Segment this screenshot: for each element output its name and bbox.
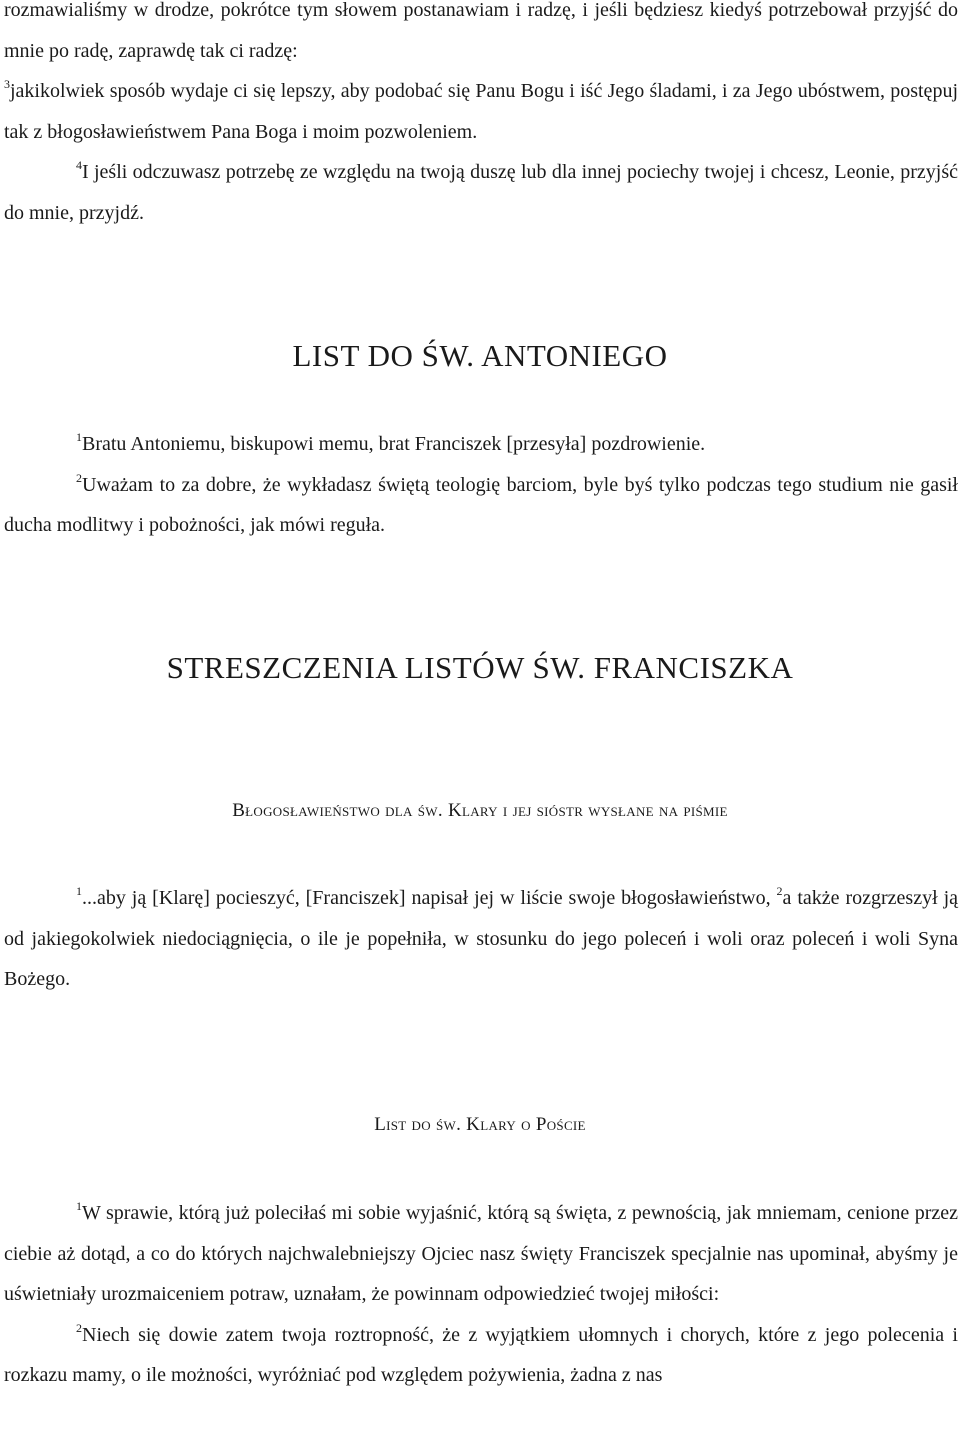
verse-number: 1: [76, 884, 82, 899]
section-title-streszczenia: STRESZCZENIA LISTÓW ŚW. FRANCISZKA: [166, 650, 794, 685]
paragraph-text: I jeśli odczuwasz potrzebę ze względu na twoją duszę lub dla innej pociechy twojej i chcesz, Leonie, przyjść do mnie, przyjdź.: [4, 161, 958, 224]
paragraph-verse-1: [4, 424, 958, 465]
paragraph-verse-4: [4, 152, 958, 233]
paragraph-verse-1: [4, 878, 958, 1000]
paragraph-verse-1: [4, 1193, 958, 1315]
paragraph-text: ...aby ją [Klarę] pocieszyć, [Franciszek] napisał jej w liście swoje błogosławieństwo,: [82, 887, 771, 909]
letter-continuation: [4, 0, 958, 233]
verse-number: 2: [776, 884, 783, 899]
paragraph-verse-2: [4, 1315, 958, 1396]
paragraph-text: Niech się dowie zatem twoja roztropność, że z wyjątkiem ułomnych i chorych, które z jego polecenia i rozkazu mamy, o ile możności, wyróżniać pod względem pożywienia, żadna z nas: [4, 1323, 958, 1386]
verse-number: 4: [76, 158, 82, 173]
verse-number: 2: [76, 1320, 82, 1335]
section-title-antoni: LIST DO ŚW. ANTONIEGO: [292, 338, 668, 373]
paragraph-verse-3: [4, 71, 958, 152]
verse-number: 2: [76, 470, 82, 485]
paragraph-text: jakikolwiek sposób wydaje ci się lepszy, aby podobać się Panu Bogu i iść Jego śladami, i za Jego ubóstwem, postępuj tak z błogosławieństwem Pana Boga i moim pozwoleniem.: [4, 80, 958, 143]
letter-fast: [4, 1193, 958, 1396]
paragraph-text: Bratu Antoniemu, biskupowi memu, brat Franciszek [przesyła] pozdrowienie.: [82, 433, 706, 455]
paragraph-verse-2: [4, 465, 958, 546]
paragraph-text: rozmawialiśmy w drodze, pokrótce tym słowem postanawiam i radzę, i jeśli będziesz kiedyś potrzebował przyjść do mnie po radę, zaprawdę tak ci radzę:: [4, 0, 958, 62]
letter-antoni: [4, 424, 958, 546]
letter-blessing: [4, 878, 958, 1000]
subsection-heading-blessing: Błogosławieństwo dla św. Klary i jej sióstr wysłane na piśmie: [232, 800, 728, 821]
verse-number: 1: [76, 1199, 82, 1214]
paragraph-text: Uważam to za dobre, że wykładasz świętą teologię barciom, byle byś tylko podczas tego studium nie gasił ducha modlitwy i pobożności, jak mówi reguła.: [4, 473, 958, 536]
verse-number: 3: [4, 77, 10, 92]
paragraph-continuation: [4, 0, 958, 71]
paragraph-text: a także rozgrzeszył ją od jakiegokolwiek niedociągnięcia, o ile je popełniła, w stosunku do jego poleceń i woli oraz poleceń i woli Syna Bożego.: [4, 887, 959, 990]
paragraph-text: W sprawie, którą już poleciłaś mi sobie wyjaśnić, którą są święta, z pewnością, jak mniemam, cenione przez ciebie aż dotąd, a co do których najchwalebniejszy Ojciec nasz święty Franciszek specjalnie nas upominał, abyśmy je uświetniały urozmaiceniem potraw, uznałam, że powinnam odpowiedzieć twojej miłości:: [4, 1202, 958, 1305]
verse-number: 1: [76, 430, 82, 445]
subsection-heading-fast: List do św. Klary o Poście: [374, 1114, 586, 1135]
